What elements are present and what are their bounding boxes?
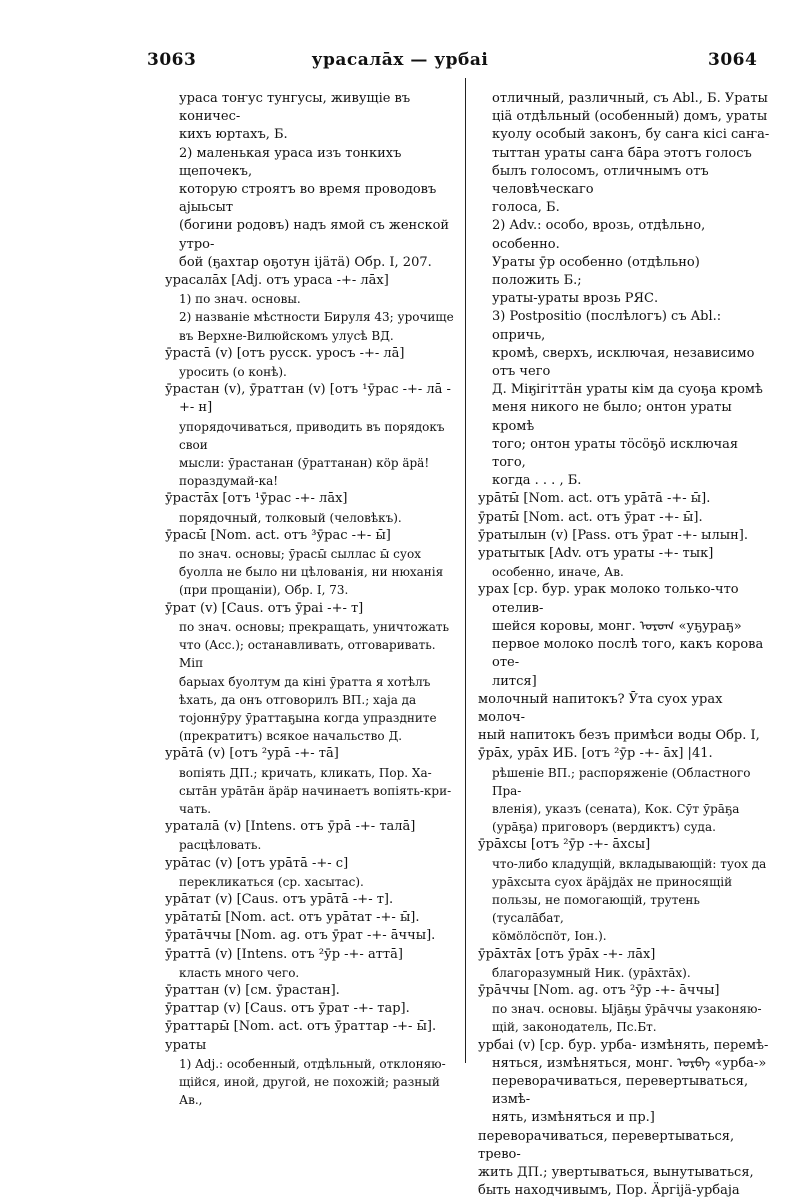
dictionary-entry: ураталā (v) [Intens. отъ ӯрā -+- талā] (165, 819, 416, 835)
dictionary-entry: 1) по знач. основы. (179, 292, 301, 307)
dictionary-entry: ӯрāччы [Nom. ag. отъ ²ӯр -+- āччы] (478, 982, 720, 998)
dictionary-entry: урāтā (v) [отъ ²урā -+- тā] (165, 746, 339, 762)
dictionary-entry: ӯрастāх [отъ ¹ӯрас -+- лāх] (165, 491, 348, 507)
dictionary-entry: молочный напитокъ? Ӯта суох урах молоч- ный напитокъ безъ примѣси воды Обр. І, (478, 691, 760, 744)
dictionary-entry: уросить (о конѣ). (179, 365, 287, 380)
dictionary-entry: 1) Adj.: особенный, отдѣльный, отклоняю- щійся, иной, другой, не похожій; разный Ав., (179, 1056, 446, 1108)
dictionary-entry: ураса тоҥус тунгусы, живущіе въ коничес- кихъ юртахъ, Б. (179, 91, 411, 143)
dictionary-entry: урāтаты̄ [Nom. act. отъ урāтат -+- ы̄]. (165, 910, 420, 926)
dictionary-entry: что-либо кладущій, вкладывающій: туох да урāхсыта суох äрäjдäх не приносящій пользы, не помогающій, трутень (тусалāбат, кöмöлöспöт, Іон.). (492, 856, 767, 944)
dictionary-entry: по знач. основы. Ыjāҕы ӯрāччы узаконяю- щій, законодатель, Пс.Бт. (492, 1002, 762, 1035)
dictionary-entry: урах [ср. бур. урак молоко только-что отелив- шейся коровы, монг. ᠤᠷᠤᠭ «уҕураҕ» первое молоко послѣ того, какъ корова оте- лится] (478, 582, 764, 689)
dictionary-entry: ӯраттā (v) [Intens. отъ ²ӯр -+- аттā] (165, 946, 403, 962)
dictionary-entry: ӯрастā (v) [отъ русск. уросъ -+- лā] (165, 345, 405, 361)
dictionary-entry: порядочный, толковый (человѣкъ). (179, 510, 402, 525)
page-running-title: урасалāх — урбаі (311, 50, 489, 70)
dictionary-entry: рѣшеніе ВП.; распоряженіе (Областного Пра- вленія), указъ (сената), Кок. Сӯт ӯрāҕа (урāҕа) приговоръ (вердиктъ) суда. (492, 765, 751, 835)
dictionary-entry: ӯрастан (v), ӯраттан (v) [отъ ¹ӯрас -+- лā -+- н] (165, 382, 451, 416)
dictionary-entry: 2) названіе мѣстности Бируля 43; урочище въ Верхне-Вилюйскомъ улусѣ ВД. (179, 310, 454, 343)
dictionary-entry: вопіять ДП.; кричать, кликать, Пор. Ха- сытāн урāтāн äрäр начинаетъ вопіять-кри- чать. (179, 765, 452, 816)
left-column (165, 90, 455, 1109)
dictionary-entry: 2) Adv.: особо, врозь, отдѣльно, особенно. Ураты ӯр особенно (отдѣльно) положить Б.; ураты-ураты врозь РЯС. (492, 218, 706, 307)
dictionary-entry: упорядочиваться, приводить въ порядокъ свои мысли: ӯрастанан (ӯраттанан) кöр äрä! пораздумай-ка! (179, 419, 445, 489)
dictionary-entry: ӯраты̄ [Nom. act. отъ ӯрат -+- ы̄]. (478, 509, 703, 525)
dictionary-entry: ӯраттары̄ [Nom. act. отъ ӯраттар -+- ы̄]. (165, 1019, 437, 1035)
dictionary-entry: ӯраттан (v) [см. ӯрастан]. (165, 982, 340, 998)
dictionary-entry: по знач. основы; прекращать, уничтожать что (Acc.); останавливать, отговаривать. Міп барыах буолтум да кіні ӯратта я хотѣлъ ѣхать, да онъ отговорилъ ВП.; хаjа да тоjоннӯру ӯраттаҕына когда упраздните (прекратитъ) всякое начальство Д. (179, 619, 450, 744)
dictionary-entry: ӯратāччы [Nom. ag. отъ ӯрат -+- āччы]. (165, 928, 436, 944)
dictionary-entry: ӯрат (v) [Caus. отъ ӯраі -+- т] (165, 600, 364, 616)
dictionary-entry: расцѣловать. (179, 838, 262, 853)
dictionary-entry: отличный, различный, съ Abl., Б. Ураты ціä отдѣльный (особенный) домъ, ураты куолу особый законъ, бу саҥа кісі саҥа- тыттан ураты саҥа бāра этотъ голосъ былъ голосомъ, отличнымъ отъ человѣческаго голоса, Б. (492, 91, 770, 216)
dictionary-entry: благоразумный Ник. (урāхтāх). (492, 965, 691, 980)
dictionary-entry: ӯрāх, урāх ИБ. [отъ ²ӯр -+- āх] |41. (478, 746, 713, 762)
dictionary-entry: 3) Postpositio (послѣлогъ) съ Abl.: опричь, кромѣ, сверхъ, исключая, независимо отъ чего Д. Міӄігіттäн ураты кім да суоҕа кромѣ меня никого не было; онтон ураты кромѣ того; онтон ураты тöсöҕö исключая того, когда . . . , Б. (492, 309, 763, 489)
dictionary-entry: перекликаться (ср. хасытас). (179, 874, 364, 889)
dictionary-entry: уратытык [Adv. отъ ураты -+- тык] (478, 546, 714, 562)
dictionary-entry: урāтат (v) [Caus. отъ урāтā -+- т]. (165, 891, 394, 907)
dictionary-entry: ураты (165, 1037, 207, 1053)
dictionary-entry: особенно, иначе, Ав. (492, 565, 624, 580)
dictionary-entry: по знач. основы; ӯрасы̄ сыллас ы̄ суох буолла не было ни цѣлованія, ни нюханія (при прощаніи), Обр. І, 73. (179, 547, 444, 598)
dictionary-entry: урāтас (v) [отъ урāтā -+- с] (165, 855, 349, 871)
column-divider (465, 78, 466, 1063)
dictionary-entry: урāты̄ [Nom. act. отъ урāтā -+- ы̄]. (478, 491, 711, 507)
dictionary-entry: класть много чего. (179, 965, 300, 980)
dictionary-entry: ӯрасы̄ [Nom. act. отъ ³ӯрас -+- ы̄] (165, 527, 391, 543)
dictionary-entry: переворачиваться, перевертываться, трево- жить ДП.; увертываться, вынутываться, быть находчивымъ, Пор. Äргіjä-урбаjа (478, 1128, 754, 1199)
dictionary-entry: ӯраттар (v) [Caus. отъ ӯрат -+- тар]. (165, 1001, 410, 1017)
dictionary-entry: урасалāх [Adj. отъ ураса -+- лāх] (165, 273, 389, 289)
page-number-right: 3064 (708, 50, 758, 70)
dictionary-entry: ӯратылын (v) [Pass. отъ ӯрат -+- ылын]. (478, 527, 748, 543)
dictionary-entry: 2) маленькая ураса изъ тонкихъ щепочекъ, которую строятъ во время проводовъ аjыьсыт (богини родовъ) надъ ямой съ женской утро- бой (ҕахтар оҕотун іjäтä) Обр. І, 207. (179, 145, 450, 270)
dictionary-entry: ӯрāхсы [отъ ²ӯр -+- āхсы] (478, 837, 651, 853)
dictionary-entry: урбаі (v) [ср. бур. урба- измѣнять, перемѣ- няться, измѣняться, монг. ᠤᠷᠪᠠ «урба-» переворачиваться, перевертываться, измѣ- нять, измѣняться и пр.] (478, 1037, 769, 1126)
page-number-left: 3063 (147, 50, 197, 70)
dictionary-entry: ӯрāхтāх [отъ ӯрāх -+- лāх] (478, 946, 656, 962)
right-column (478, 90, 770, 1200)
